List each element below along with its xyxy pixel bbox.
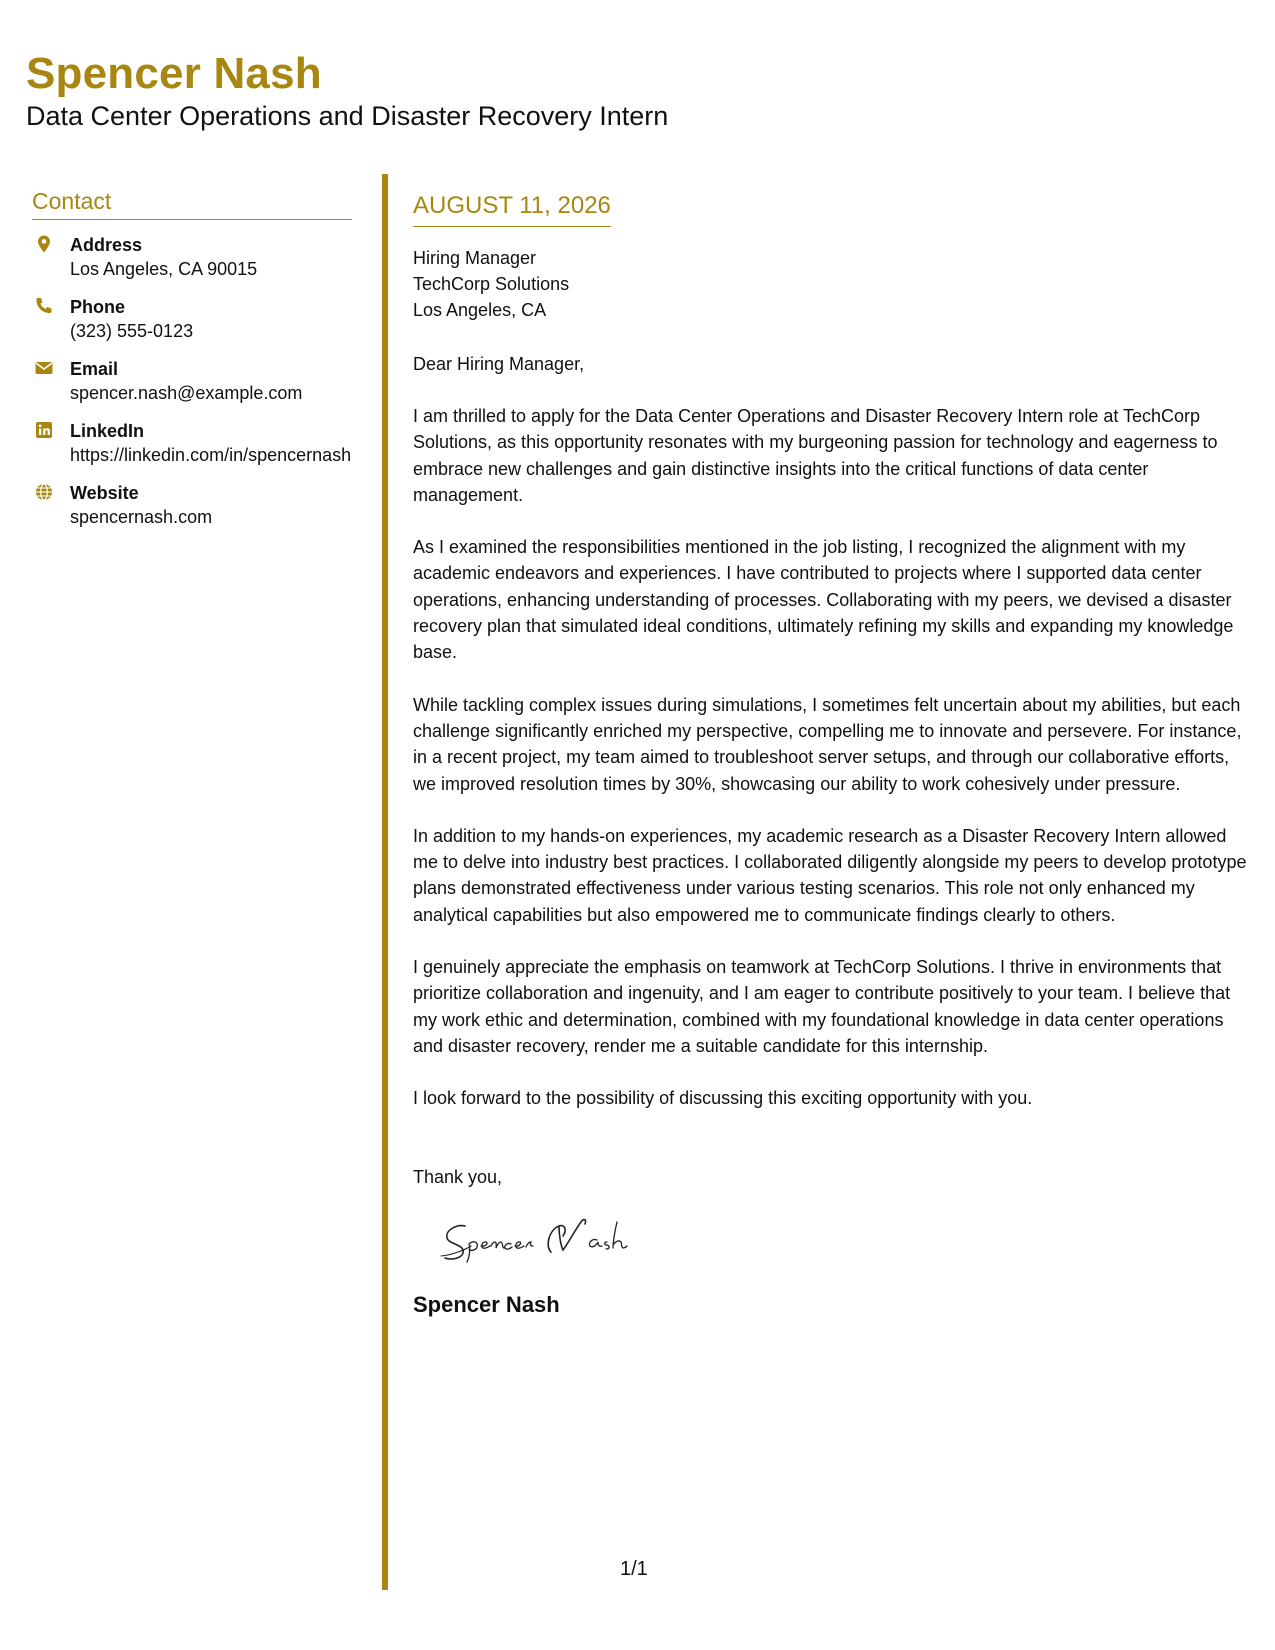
globe-icon [34,482,54,502]
handwritten-signature [435,1212,655,1268]
contact-item-website [32,481,352,530]
address-label: Address [70,235,143,255]
applicant-name: Spencer Nash [26,49,322,98]
letter-date: AUGUST 11, 2026 [413,190,611,227]
letter-body [413,190,1248,1320]
salutation: Dear Hiring Manager, [413,354,585,374]
body-paragraph-4: In addition to my hands-on experiences, my academic research as a Disaster Recovery Intern allowed me to delve into industry best practices. I collaborated diligently alongside my peers to develop prototype plans demonstrated effectiveness under various testing scenarios. This role not only enhanced my analytical capabilities but also empowered me to communicate findings clearly to others. [413,825,1247,925]
phone-label: Phone [70,297,126,317]
contact-item-address [32,233,352,282]
closing: Thank you, [413,1166,503,1187]
recipient-line-2: TechCorp Solutions [413,274,570,294]
recipient-line-3: Los Angeles, CA [413,300,547,320]
signer-name: Spencer Nash [413,1291,560,1317]
contact-item-linkedin [32,419,352,468]
linkedin-label: LinkedIn [70,421,145,441]
website-label: Website [70,483,139,503]
recipient-block [413,245,1248,323]
body-paragraph-1: I am thrilled to apply for the Data Center Operations and Disaster Recovery Intern role at TechCorp Solutions, as this opportunity resonates with my burgeoning passion for technology and eagerness to embrace new challenges and gain distinctive insights into the critical functions of data center management. [413,406,1218,505]
phone-icon [34,296,54,316]
linkedin-icon [34,420,54,440]
contact-sidebar [32,186,352,543]
vertical-divider [382,174,388,1590]
email-label: Email [70,359,119,379]
recipient-line-1: Hiring Manager [413,248,537,268]
envelope-icon [34,358,54,378]
email-value[interactable]: spencer.nash@example.com [70,383,303,403]
body-paragraph-2: As I examined the responsibilities mentioned in the job listing, I recognized the alignment with my academic endeavors and experiences. I have contributed to projects where I supported data center operations, enhancing understanding of processes. Collaborating with my peers, we devised a disaster recovery plan that simulated ideal conditions, ultimately refining my skills and expanding my knowledge base. [413,537,1234,663]
contact-heading: Contact [32,186,352,220]
contact-item-phone [32,295,352,344]
website-value[interactable]: spencernash.com [70,507,213,527]
page-number: 1/1 [620,1558,648,1580]
linkedin-value[interactable]: https://linkedin.com/in/spencernash [70,445,352,465]
map-pin-icon [34,234,54,254]
body-paragraph-3: While tackling complex issues during simulations, I sometimes felt uncertain about my abilities, but each challenge significantly enriched my perspective, compelling me to innovate and persevere. For instance, in a recent project, my team aimed to troubleshoot server setups, and through our collaborative efforts, we improved resolution times by 30%, showcasing our ability to work cohesively under pressure. [413,694,1242,794]
address-value: Los Angeles, CA 90015 [70,259,258,279]
contact-item-email [32,357,352,406]
contact-list [32,233,352,530]
job-title: Data Center Operations and Disaster Recovery Intern [26,101,669,131]
body-paragraph-5: I genuinely appreciate the emphasis on teamwork at TechCorp Solutions. I thrive in environments that prioritize collaboration and ingenuity, and I am eager to contribute positively to your team. I believe that my work ethic and determination, combined with my foundational knowledge in data center operations and disaster recovery, render me a suitable candidate for this internship. [413,957,1231,1056]
body-paragraph-6: I look forward to the possibility of discussing this exciting opportunity with you. [413,1088,1033,1109]
phone-value[interactable]: (323) 555-0123 [70,321,194,341]
